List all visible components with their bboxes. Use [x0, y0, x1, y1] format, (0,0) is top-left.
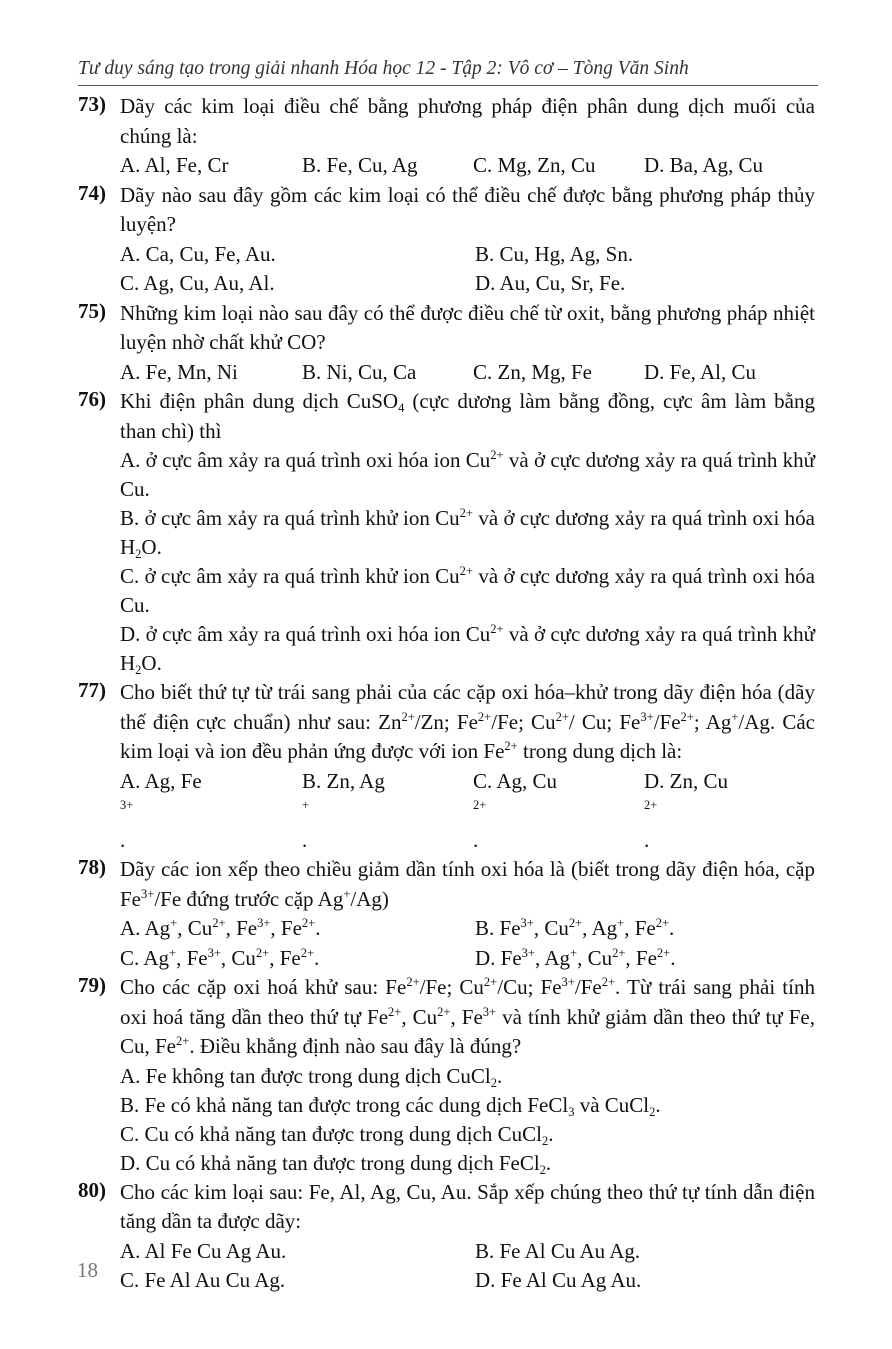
option-b: B. Fe, Cu, Ag — [302, 153, 418, 177]
question-number: 75) — [78, 298, 106, 323]
option-c: C. Cu có khả năng tan được trong dung dịch CuCl$_2$. — [120, 1121, 554, 1148]
question-number: 77) — [78, 678, 106, 702]
answer-options — [120, 358, 815, 388]
question-stem: Dãy nào sau đây gồm các kim loại có thể điều chế được bằng phương pháp thủy luyện? — [120, 182, 815, 236]
option-a: A. Al, Fe, Cr — [120, 153, 229, 177]
question-76 — [78, 387, 815, 678]
running-header: Tư duy sáng tạo trong giải nhanh Hóa học 12 - Tập 2: Vô cơ – Tòng Văn Sinh — [78, 58, 689, 79]
option-a: A. ở cực âm xảy ra quá trình oxi hóa ion $Cu^{2+}$ và ở cực dương xảy ra quá trình khử Cu. — [120, 448, 815, 501]
option-a: A. Fe, Mn, Ni — [120, 359, 238, 384]
question-75 — [78, 299, 815, 388]
question-number: 76) — [78, 387, 106, 411]
option-d: D. Fe Al Cu Ag Au. — [475, 1268, 642, 1292]
question-stem: Cho biết thứ tự từ trái sang phải của các cặp oxi hóa–khử trong dãy điện hóa (dãy thế điện cực chuẩn) như sau: $Zn^{2+}/Zn$; $Fe^{2+}/Fe$; $Cu^{2+}/$ Cu; $Fe^{3+}/Fe^{2+}$; Ag+/Ag. Các kim loại và ion đều phản ứng được với ion $Fe^{2+}$ trong dung dịch là: — [120, 680, 815, 763]
option-a: A. Ag+, $Cu^{2+}$, $Fe^{3+}$, $Fe^{2+}$. — [120, 916, 321, 940]
question-list — [78, 92, 815, 1296]
option-d: D. Ba, Ag, Cu — [644, 153, 764, 177]
option-b: B. Fe có khả năng tan được trong các dung dịch FeCl$_3$ và CuCl$_2$. — [120, 1092, 661, 1119]
question-number: 73) — [78, 92, 106, 116]
option-b: B. Fe Al Cu Au Ag. — [475, 1238, 641, 1263]
option-d: D. Fe, Al, Cu — [644, 359, 757, 384]
option-c: C. Zn, Mg, Fe — [473, 359, 593, 384]
option-b: B. Ni, Cu, Ca — [302, 359, 417, 384]
option-b: B. Cu, Hg, Ag, Sn. — [475, 241, 634, 266]
question-77 — [78, 678, 815, 855]
answer-options — [120, 767, 815, 856]
header-rule — [78, 85, 818, 86]
question-78 — [78, 855, 815, 973]
option-d: D. ở cực âm xảy ra quá trình oxi hóa ion $Cu^{2+}$ và ở cực dương xảy ra quá trình khử $H_2O$. — [120, 622, 815, 677]
option-b: B. Zn, Ag + . — [302, 768, 385, 852]
answer-options — [120, 151, 815, 181]
question-73 — [78, 92, 815, 181]
option-a: A. Ca, Cu, Fe, Au. — [120, 241, 276, 266]
option-c: C. Mg, Zn, Cu — [473, 153, 596, 177]
option-a: A. Fe không tan được trong dung dịch CuCl$_2$. — [120, 1063, 503, 1090]
question-number: 78) — [78, 855, 106, 879]
option-d: D. Zn, Cu $^{2+}$ . — [644, 768, 728, 852]
page-number: 18 — [77, 1258, 98, 1282]
question-stem: Dãy các ion xếp theo chiều giảm dần tính oxi hóa là (biết trong dãy điện hóa, cặp $Fe^{3+}/Fe$ đứng trước cặp Ag+/Ag) — [120, 857, 815, 911]
option-c: C. Ag+, $Fe^{3+}$, $Cu^{2+}$, $Fe^{2+}$. — [120, 945, 320, 970]
question-number: 74) — [78, 180, 106, 205]
question-stem: Cho các cặp oxi hoá khử sau: $Fe^{2+}/Fe$; $Cu^{2+}/Cu$; $Fe^{3+}/Fe^{2+}$. Từ trái sang phải tính oxi hoá tăng dần theo thứ tự $Fe^{2+}$, $Cu^{2+}$, $Fe^{3+}$ và tính khử giảm dần theo thứ tự Fe, Cu, $Fe^{2+}$. Điều khẳng định nào sau đây là đúng? — [120, 975, 815, 1058]
question-stem: Cho các kim loại sau: Fe, Al, Ag, Cu, Au. Sắp xếp chúng theo thứ tự tính dẫn điện tăng dần ta được dãy: — [120, 1179, 815, 1233]
answer-options — [120, 914, 815, 973]
question-number: 79) — [78, 973, 106, 997]
answer-options — [120, 240, 815, 299]
option-d: D. Au, Cu, Sr, Fe. — [475, 271, 626, 295]
answer-options — [120, 1237, 815, 1296]
question-74 — [78, 181, 815, 299]
option-b: B. ở cực âm xảy ra quá trình khử ion $Cu^{2+}$ và ở cực dương xảy ra quá trình oxi hóa $H_2O$. — [120, 506, 815, 561]
question-79 — [78, 973, 815, 1178]
option-b: B. $Fe^{3+}$, $Cu^{2+}$, Ag+, $Fe^{2+}$. — [475, 916, 675, 940]
question-number: 80) — [78, 1177, 106, 1202]
question-stem: Dãy các kim loại điều chế bằng phương pháp điện phân dung dịch muối của chúng là: — [120, 94, 815, 148]
option-c: C. Ag, Cu, Au, Al. — [120, 271, 275, 295]
option-d: D. Cu có khả năng tan được trong dung dịch FeCl$_2$. — [120, 1150, 552, 1177]
option-c: C. Ag, Cu $^{2+}$ . — [473, 768, 558, 852]
question-stem: Khi điện phân dung dịch CuSO$_4$ (cực dương làm bằng đồng, cực âm làm bằng than chì) thì — [120, 389, 815, 443]
option-a: A. Al Fe Cu Ag Au. — [120, 1238, 287, 1263]
question-80 — [78, 1178, 815, 1296]
question-stem: Những kim loại nào sau đây có thể được điều chế từ oxit, bằng phương pháp nhiệt luyện nhờ chất khử CO? — [120, 300, 815, 354]
option-c: C. ở cực âm xảy ra quá trình khử ion $Cu^{2+}$ và ở cực dương xảy ra quá trình oxi hóa Cu. — [120, 564, 815, 617]
option-c: C. Fe Al Au Cu Ag. — [120, 1268, 286, 1292]
option-d: D. $Fe^{3+}$, Ag+, $Cu^{2+}$, $Fe^{2+}$. — [475, 945, 676, 970]
option-a: A. Ag, Fe $^{3+}$ . — [120, 768, 202, 852]
